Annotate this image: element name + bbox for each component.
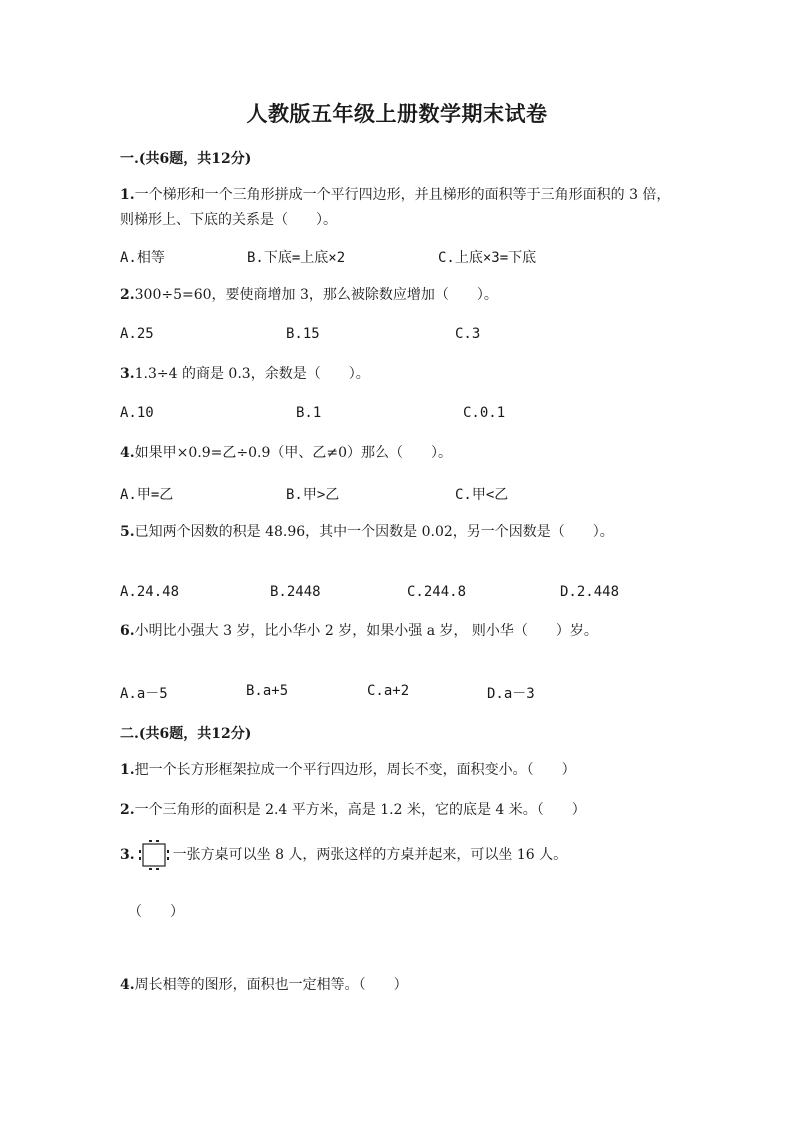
option-b[interactable]: B.a+5 bbox=[246, 683, 289, 699]
question-text: 300÷5=60，要使商增加 3，那么被除数应增加（ ）。 bbox=[134, 287, 498, 303]
options-q5 bbox=[120, 584, 680, 604]
question-1 bbox=[120, 183, 680, 233]
question-text: 一个梯形和一个三角形拼成一个平行四边形，并且梯形的面积等于三角形面积的 3 倍，则梯形上、下底的关系是（ ）。 bbox=[120, 187, 671, 228]
option-c[interactable]: C.244.8 bbox=[407, 584, 467, 600]
question-text: 1.3÷4 的商是 0.3，余数是（ ）。 bbox=[134, 366, 370, 382]
option-a[interactable]: A.相等 bbox=[120, 250, 165, 266]
tf-question-4 bbox=[120, 973, 680, 998]
answer-blank[interactable]: （ ） bbox=[128, 904, 184, 920]
tf-question-2 bbox=[120, 798, 680, 823]
options-q3 bbox=[120, 405, 680, 425]
option-b[interactable]: B.2448 bbox=[270, 584, 321, 600]
question-text: 把一个长方形框架拉成一个平行四边形，周长不变，面积变小。（ ） bbox=[134, 762, 576, 778]
options-q2 bbox=[120, 326, 680, 346]
option-d[interactable]: D.a－3 bbox=[487, 686, 535, 702]
question-text: 一张方桌可以坐 8 人，两张这样的方桌并起来，可以坐 16 人。 bbox=[172, 847, 568, 863]
option-b[interactable]: B.甲>乙 bbox=[286, 487, 340, 503]
question-number: 3. bbox=[120, 847, 135, 863]
option-a[interactable]: A.25 bbox=[120, 326, 154, 342]
question-text: 已知两个因数的积是 48.96，其中一个因数是 0.02，另一个因数是（ ）。 bbox=[134, 524, 614, 540]
section-header-2: 二.(共6题，共12分) bbox=[120, 726, 252, 742]
question-6 bbox=[120, 619, 680, 644]
tf-question-3 bbox=[120, 838, 680, 872]
option-b[interactable]: B.1 bbox=[296, 405, 322, 421]
options-q4 bbox=[120, 484, 680, 504]
option-d[interactable]: D.2.448 bbox=[560, 584, 620, 600]
option-a[interactable]: A.甲=乙 bbox=[120, 487, 174, 503]
option-a[interactable]: A.a－5 bbox=[120, 686, 168, 702]
option-c[interactable]: C.a+2 bbox=[367, 683, 410, 699]
question-4 bbox=[120, 441, 680, 466]
option-c[interactable]: C.甲<乙 bbox=[455, 487, 509, 503]
section-header-1: 一.(共6题，共12分) bbox=[120, 151, 252, 167]
question-number: 1. bbox=[120, 762, 135, 778]
square-table-icon bbox=[137, 838, 171, 872]
question-number: 4. bbox=[120, 445, 135, 461]
question-number: 6. bbox=[120, 623, 135, 639]
page-title: 人教版五年级上册数学期末试卷 bbox=[246, 101, 548, 126]
question-number: 1. bbox=[120, 187, 135, 203]
option-b[interactable]: B.15 bbox=[286, 326, 320, 342]
question-text: 小明比小强大 3 岁，比小华小 2 岁，如果小强 a 岁， 则小华（ ）岁。 bbox=[134, 623, 598, 639]
question-2 bbox=[120, 283, 680, 308]
question-text: 周长相等的图形，面积也一定相等。（ ） bbox=[134, 977, 408, 993]
option-c[interactable]: C.上底×3=下底 bbox=[438, 250, 537, 266]
question-number: 2. bbox=[120, 802, 135, 818]
question-5 bbox=[120, 520, 620, 545]
option-a[interactable]: A.24.48 bbox=[120, 584, 180, 600]
question-text: 如果甲×0.9=乙÷0.9（甲、乙≠0）那么（ ）。 bbox=[134, 445, 452, 461]
question-number: 4. bbox=[120, 977, 135, 993]
option-b[interactable]: B.下底=上底×2 bbox=[247, 250, 346, 266]
option-c[interactable]: C.0.1 bbox=[463, 405, 506, 421]
question-number: 5. bbox=[120, 524, 135, 540]
option-a[interactable]: A.10 bbox=[120, 405, 154, 421]
options-q6 bbox=[120, 683, 680, 703]
question-text: 一个三角形的面积是 2.4 平方米，高是 1.2 米，它的底是 4 米。（ ） bbox=[134, 802, 586, 818]
question-number: 2. bbox=[120, 287, 135, 303]
options-q1 bbox=[120, 247, 680, 267]
question-3 bbox=[120, 362, 680, 387]
option-c[interactable]: C.3 bbox=[455, 326, 481, 342]
tf-question-1 bbox=[120, 758, 680, 783]
question-number: 3. bbox=[120, 366, 135, 382]
